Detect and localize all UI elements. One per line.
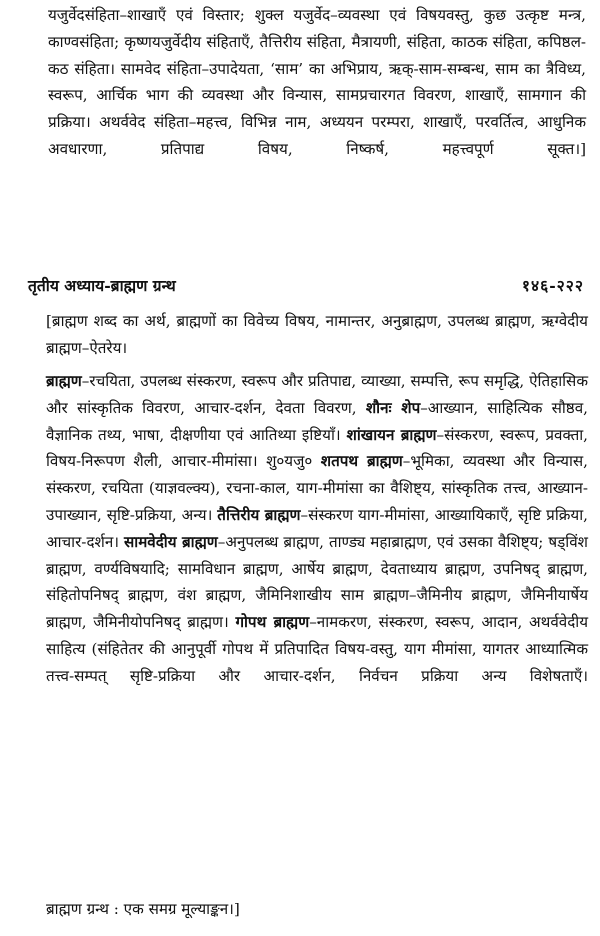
gopatha-text: –नामकरण, संस्करण, स्वरूप, आदान, अथर्ववेदीय साहित्य (संहितेतर की आनुपूर्वी गोपथ में प्रतिपादित विषय-वस्तु, याग मीमांसा, यागतर आध्यात्मिक तत्त्व-सम्पत् सृष्टि-प्रक्रिया और आचार-दर्शन, निर्वचन प्रक्रिया अन्य विशेषताएँ। (46, 613, 589, 685)
taittiriya-heading: तैत्तिरीय ब्राह्मण (217, 505, 301, 524)
closing-line: ब्राह्मण ग्रन्थ : एक समग्र मूल्याङ्कन।] (46, 900, 240, 918)
shaunahshepa-text: –आख्यान, साहित्यिक सौष्ठव, वैज्ञानिक तथ्य, भाषा, दीक्षणीया एवं आतिथ्या इष्टियाँ। (46, 398, 589, 444)
samavediya-heading: सामवेदीय ब्राह्मण (124, 532, 218, 551)
shaunahshepa-heading: शौनः शेप (365, 398, 421, 417)
gopatha-heading: गोपथ ब्राह्मण (235, 613, 310, 632)
chapter-heading-row (28, 272, 588, 300)
aitareya-text: –रचयिता, उपलब्ध संस्करण, स्वरूप और प्रतिपाद्य, व्याख्या, सम्पत्ति, रूप समृद्धि, ऐतिहासिक और सांस्कृतिक विवरण, आचार-दर्शन, देवता विवरण, (46, 372, 588, 417)
chapter-title: तृतीय अध्याय-ब्राह्मण ग्रन्थ (28, 276, 176, 295)
shatapatha-heading: शतपथ ब्राह्मण (320, 452, 403, 471)
brahmana-details-paragraph (46, 368, 588, 690)
shankhayana-heading: शांखायन ब्राह्मण (346, 425, 437, 444)
samavediya-text: –अनुपलब्ध ब्राह्मण, ताण्ड्य महाब्राह्मण, एवं उसका वैशिष्ट्य; षड्विंश ब्राह्मण, वर्ण्यविषयादि; सामविधान ब्राह्मण, आर्षेय ब्राह्मण, देवताध्याय ब्राह्मण, उपनिषद् ब्राह्मण, संहितोपनिषद् ब्राह्मण, वंश ब्राह्मण, जैमिनिशाखीय साम ब्राह्मण–जैमिनीय ब्राह्मण, जैमिनीयार्षेय ब्राह्मण, जैमिनीयोपनिषद् ब्राह्मण। (46, 532, 588, 632)
aitareya-heading: ब्राह्मण (46, 372, 82, 390)
shankhayana-text: –संस्करण, स्वरूप, प्रवक्ता, विषय-निरूपण शैली, आचार-मीमांसा। शु०यजु० (46, 425, 588, 471)
chapter-page-range: १४६-२२२ (521, 276, 584, 295)
intro-paragraph: यजुर्वेदसंहिता–शाखाएँ एवं विस्तार; शुक्ल यजुर्वेद–व्यवस्था एवं विषयवस्तु, कुछ उत्कृष्ट मन्त्र, काण्वसंहिता; कृष्णयजुर्वेदीय संहिताएँ, तैत्तिरीय संहिता, मैत्रायणी, संहिता, काठक संहिता, कपिष्ठल-कठ संहिता। सामवेद संहिता–उपादेयता, ‘साम’ का अभिप्राय, ऋक्-साम-सम्बन्ध, साम का त्रैविध्य, स्वरूप, आर्चिक भाग की व्यवस्था और विन्यास, सामप्रचारगत विवरण, शाखाएँ, सामगान की प्रक्रिया। अथर्ववेद संहिता–महत्त्व, विभिन्न नाम, अध्ययन परम्परा, शाखाएँ, परवर्तित्व, आधुनिक अवधारणा, प्रतिपाद्य विषय, निष्कर्ष, महत्त्वपूर्ण सूक्त।] (48, 6, 586, 158)
taittiriya-text: –संस्करण याग-मीमांसा, आख्यायिकाएँ, सृष्टि प्रक्रिया, आचार-दर्शन। (46, 505, 588, 551)
shatapatha-text: –भूमिका, व्यवस्था और विन्यास, संस्करण, रचयिता (याज्ञवल्क्य), रचना-काल, याग-मीमांसा का वैशिष्ट्य, सांस्कृतिक तत्त्व, आख्यान-उपाख्यान, सृष्टि-प्रक्रिया, अन्य। (46, 452, 589, 524)
summary-paragraph: [ब्राह्मण शब्द का अर्थ, ब्राह्मणों का विवेच्य विषय, नामान्तर, अनुब्राह्मण, उपलब्ध ब्राह्मण, ऋग्वेदीय ब्राह्मण–ऐतरेय। (46, 312, 588, 357)
